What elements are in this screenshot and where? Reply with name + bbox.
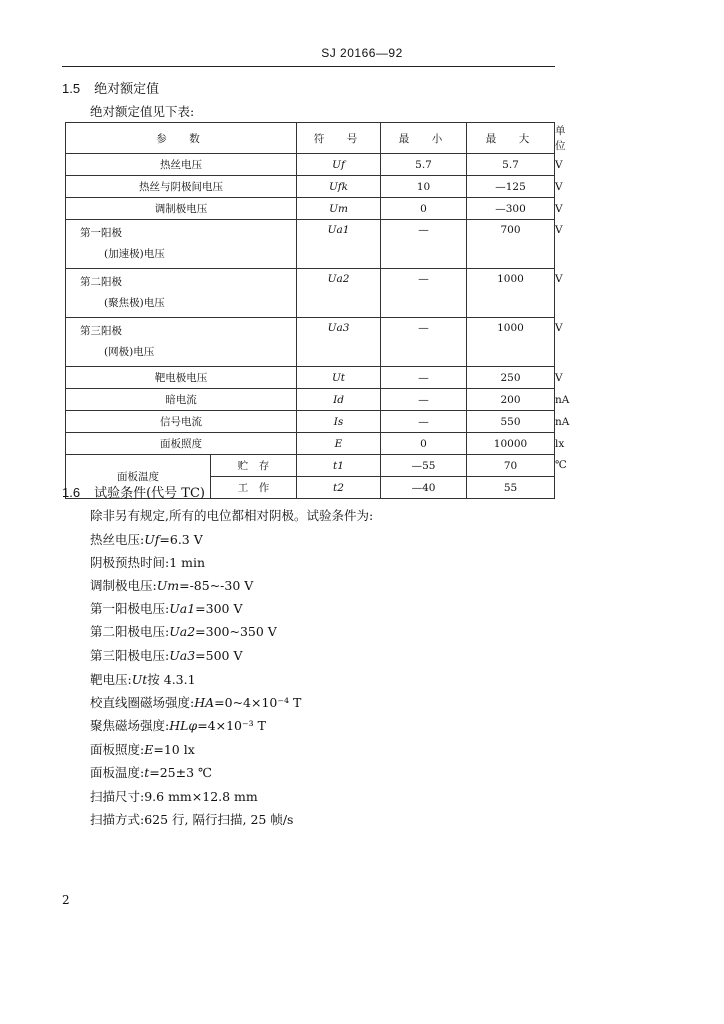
max-cell: —125 (467, 176, 555, 198)
param-cell: 信号电流 (66, 411, 297, 433)
condition-label: 面板温度: (90, 765, 145, 780)
condition-label: 第三阳极电压: (90, 648, 170, 663)
max-cell: —300 (467, 198, 555, 220)
table-row: 调制极电压 Um 0 —300 V (66, 198, 555, 220)
table-row: 暗电流 Id — 200 nA (66, 389, 555, 411)
symbol-cell: Ua1 (297, 220, 381, 269)
param-cell (66, 318, 297, 367)
condition-symbol: Ut (131, 672, 148, 687)
param-cell: 热丝电压 (66, 154, 297, 176)
condition-label: 第一阳极电压: (90, 601, 170, 616)
condition-label: 调制极电压: (90, 578, 157, 593)
condition-label: 聚焦磁场强度: (90, 718, 170, 733)
page-number: 2 (62, 893, 70, 907)
param-line-1: 第三阳极 (80, 325, 122, 337)
condition-value: 1 min (169, 555, 206, 570)
condition-line (90, 740, 195, 758)
condition-symbol: HLφ (169, 718, 198, 733)
min-cell: — (381, 389, 467, 411)
table-header-row: 参 数 符 号 最 小 最 大 单 位 (66, 123, 555, 154)
condition-line (90, 693, 301, 711)
condition-line (90, 646, 243, 664)
condition-value: 按 4.3.1 (147, 672, 196, 687)
max-cell: 200 (467, 389, 555, 411)
table-row: 第三阳极 (网极)电压 Ua3 — 1000 V (66, 318, 555, 367)
header-min: 最 小 (381, 123, 467, 154)
symbol-cell: Ua2 (297, 269, 381, 318)
param-line-2: (加速极)电压 (104, 248, 165, 260)
condition-line (90, 787, 258, 805)
condition-value: =10 lx (153, 742, 195, 757)
condition-label: 第二阳极电压: (90, 624, 170, 639)
condition-line (90, 622, 277, 640)
section-1-6-intro: 除非另有规定,所有的电位都相对阴极。试验条件为: (90, 508, 374, 523)
min-cell: 0 (381, 198, 467, 220)
header-max: 最 大 (467, 123, 555, 154)
section-title: 绝对额定值 (94, 82, 160, 97)
condition-line (90, 530, 203, 548)
param-line-2: (网极)电压 (104, 346, 155, 358)
condition-line (90, 670, 196, 688)
param-cell (66, 269, 297, 318)
condition-value: =500 V (195, 648, 243, 663)
condition-label: 阴极预热时间: (90, 555, 170, 570)
condition-value: =-85~-30 V (179, 578, 254, 593)
condition-line (90, 553, 205, 571)
section-1-5-heading (62, 78, 159, 97)
condition-line (90, 576, 253, 594)
table-row: 面板照度 E 0 10000 lx (66, 433, 555, 455)
condition-label: 靶电压: (90, 672, 132, 687)
condition-label: 面板照度: (90, 742, 145, 757)
min-cell: 10 (381, 176, 467, 198)
condition-value: 9.6 mm×12.8 mm (144, 789, 258, 804)
max-cell: 1000 (467, 269, 555, 318)
symbol-cell: Uf (297, 154, 381, 176)
max-cell: 10000 (467, 433, 555, 455)
param-cell: 调制极电压 (66, 198, 297, 220)
symbol-cell: Is (297, 411, 381, 433)
table-row: 靶电极电压 Ut — 250 V (66, 367, 555, 389)
condition-value: =4×10⁻³ T (197, 718, 266, 733)
condition-value: =0~4×10⁻⁴ T (214, 695, 302, 710)
condition-symbol: E (144, 742, 154, 757)
condition-line (90, 763, 212, 781)
condition-value: =300~350 V (195, 624, 277, 639)
table-row: 热丝与阴极间电压 Ufk 10 —125 V (66, 176, 555, 198)
symbol-cell: t1 (297, 455, 381, 477)
min-cell: — (381, 269, 467, 318)
condition-symbol: HA (194, 695, 215, 710)
table-row-temp-storage: 面板温度 贮 存 t1 —55 70 ℃ (66, 455, 555, 477)
condition-symbol: Um (156, 578, 180, 593)
min-cell: — (381, 318, 467, 367)
header-rule (62, 66, 555, 67)
condition-line (90, 599, 243, 617)
symbol-cell: Ut (297, 367, 381, 389)
min-cell: — (381, 367, 467, 389)
section-1-5-intro: 绝对额定值见下表: (90, 104, 195, 119)
param-cell: 靶电极电压 (66, 367, 297, 389)
header-param: 参 数 (66, 123, 297, 154)
section-number: 1.6 (62, 485, 81, 500)
table-row: 热丝电压 Uf 5.7 5.7 V (66, 154, 555, 176)
temp-work-label: 工 作 (211, 477, 297, 499)
max-cell: 250 (467, 367, 555, 389)
condition-label: 校直线圈磁场强度: (90, 695, 195, 710)
min-cell: —40 (381, 477, 467, 499)
max-cell: 5.7 (467, 154, 555, 176)
condition-value: =6.3 V (159, 532, 203, 547)
condition-label: 热丝电压: (90, 532, 145, 547)
condition-value: =25±3 ℃ (149, 765, 213, 780)
condition-symbol: Ua3 (169, 648, 196, 663)
param-line-2: (聚焦极)电压 (104, 297, 165, 309)
condition-label: 扫描尺寸: (90, 789, 145, 804)
temp-group-cell: 面板温度 (66, 455, 211, 499)
symbol-cell: Ua3 (297, 318, 381, 367)
section-number: 1.5 (62, 81, 81, 96)
table-row: 第一阳极 (加速极)电压 Ua1 — 700 V (66, 220, 555, 269)
condition-value: 625 行, 隔行扫描, 25 帧/s (144, 812, 294, 827)
max-cell: 1000 (467, 318, 555, 367)
document-code-header: SJ 20166—92 (321, 46, 403, 60)
table-row: 信号电流 Is — 550 nA (66, 411, 555, 433)
condition-value: =300 V (195, 601, 243, 616)
header-symbol: 符 号 (297, 123, 381, 154)
condition-symbol: Ua2 (169, 624, 196, 639)
param-cell: 暗电流 (66, 389, 297, 411)
section-title: 试验条件(代号 TC) (94, 486, 205, 501)
condition-line (90, 716, 266, 734)
absolute-ratings-table (65, 122, 588, 499)
min-cell: — (381, 220, 467, 269)
symbol-cell: Um (297, 198, 381, 220)
symbol-cell: t2 (297, 477, 381, 499)
max-cell: 550 (467, 411, 555, 433)
symbol-cell: Id (297, 389, 381, 411)
table-row: 第二阳极 (聚焦极)电压 Ua2 — 1000 V (66, 269, 555, 318)
symbol-cell: E (297, 433, 381, 455)
condition-symbol: t (144, 765, 150, 780)
temp-storage-label: 贮 存 (211, 455, 297, 477)
param-cell: 面板照度 (66, 433, 297, 455)
max-cell: 70 (467, 455, 555, 477)
min-cell: —55 (381, 455, 467, 477)
condition-label: 扫描方式: (90, 812, 145, 827)
max-cell: 700 (467, 220, 555, 269)
section-1-6-heading (62, 482, 205, 501)
min-cell: — (381, 411, 467, 433)
param-cell: 热丝与阴极间电压 (66, 176, 297, 198)
symbol-cell: Ufk (297, 176, 381, 198)
min-cell: 0 (381, 433, 467, 455)
condition-symbol: Uf (144, 532, 160, 547)
condition-symbol: Ua1 (169, 601, 196, 616)
condition-line (90, 810, 293, 828)
max-cell: 55 (467, 477, 555, 499)
param-line-1: 第二阳极 (80, 276, 122, 288)
min-cell: 5.7 (381, 154, 467, 176)
param-line-1: 第一阳极 (80, 227, 122, 239)
param-cell (66, 220, 297, 269)
